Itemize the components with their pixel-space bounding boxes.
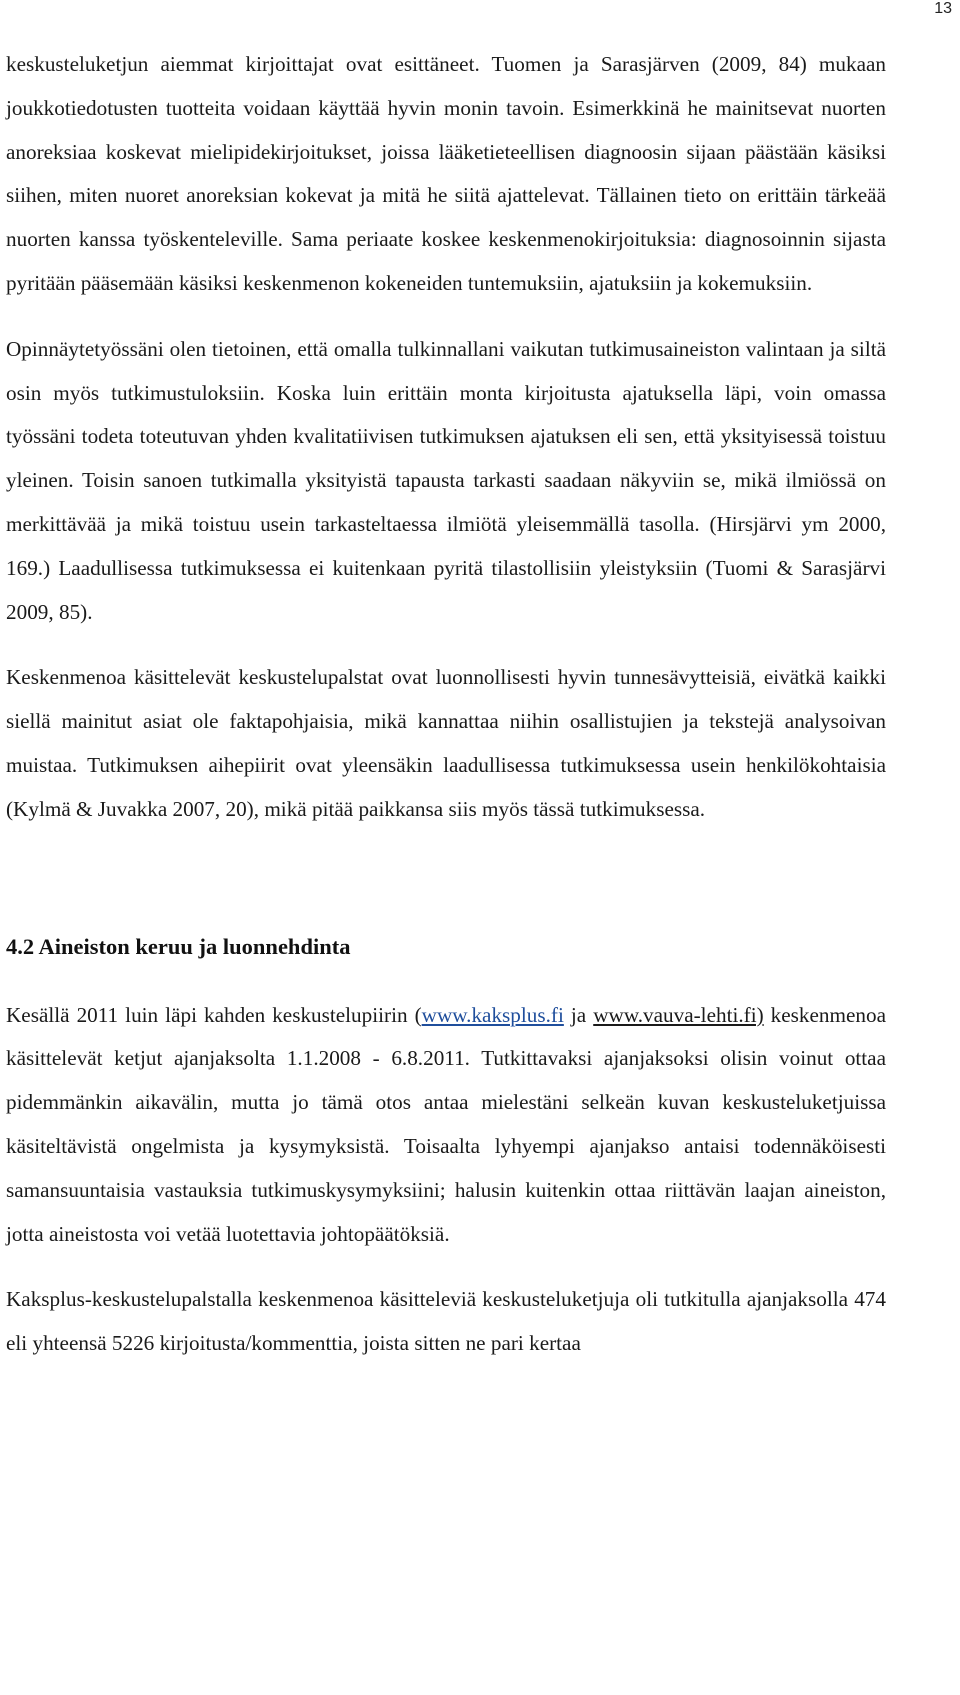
- paragraph-3: Keskenmenoa käsittelevät keskustelupalstat ovat luonnollisesti hyvin tunnesävytteisiä, eivätkä kaikki siellä mainitut asiat ole faktapohjaisia, mikä kannattaa niihin osallistujien ja tekstejä analysoivan muistaa. Tutkimuksen aihepiirit ovat yleensäkin laadullisessa tutkimuksessa usein henkilökohtaisia (Kylmä & Juvakka 2007, 20), mikä pitää paikkansa siis myös tässä tutkimuksessa.: [6, 665, 886, 821]
- page-number: 13: [934, 0, 952, 17]
- body-text: [6, 43, 886, 1366]
- kaksplus-link[interactable]: www.kaksplus.fi: [421, 1002, 564, 1027]
- paragraph-4-conjunction: ja: [563, 1002, 594, 1027]
- paragraph-5: Kaksplus-keskustelupalstalla keskenmenoa käsitteleviä keskusteluketjuja oli tutkitulla ajanjaksolla 474 eli yhteensä 5226 kirjoitusta/kommenttia, joista sitten ne pari kertaa: [6, 1287, 886, 1356]
- paragraph-2: Opinnäytetyössäni olen tietoinen, että omalla tulkinnallani vaikutan tutkimusaineiston valintaan ja siltä osin myös tutkimustuloksiin. Koska luin erittäin monta kirjoitusta ajatuksella läpi, voin omassa työssäni todeta toteutuvan yhden kvalitatiivisen tutkimuksen ajatuksen eli sen, että yksityisessä toistuu yleinen. Toisin sanoen tutkimalla yksityistä tapausta tarkasti saadaan näkyviin se, mikä ilmiössä on merkittävää ja mikä toistuu usein tarkasteltaessa ilmiötä yleisemmällä tasolla. (Hirsjärvi ym 2000, 169.) Laadullisessa tutkimuksessa ei kuitenkaan pyritä tilastollisiin yleistyksiin (Tuomi & Sarasjärvi 2009, 85).: [6, 336, 886, 624]
- paragraph-4-rest: keskenmenoa käsittelevät ketjut ajanjaksolta 1.1.2008 - 6.8.2011. Tutkittavaksi ajanjaksoksi olisin voinut ottaa pidemmänkin aikavälin, mutta jo tämä otos antaa mielestäni selkeän kuvan keskusteluketjuissa käsiteltävistä ongelmista ja kysymyksistä. Toisaalta lyhyempi ajanjakso antaisi todennäköisesti samansuuntaisia vastauksia tutkimuskysymyksiini; halusin kuitenkin ottaa riittävän laajan aineiston, jotta aineistosta voi vetää luotettavia johtopäätöksiä.: [6, 1002, 886, 1246]
- paragraph-4: [6, 994, 886, 1257]
- vauva-lehti-link[interactable]: www.vauva-lehti.fi): [593, 1002, 764, 1027]
- section-heading: 4.2 Aineiston keruu ja luonnehdinta: [6, 933, 351, 959]
- paragraph-1: keskusteluketjun aiemmat kirjoittajat ovat esittäneet. Tuomen ja Sarasjärven (2009, 84) mukaan joukkotiedotusten tuotteita voidaan käyttää hyvin monin tavoin. Esimerkkinä he mainitsevat nuorten anoreksiaa koskevat mielipidekirjoitukset, joissa lääketieteellisen diagnoosin sijaan päästään käsiksi siihen, miten nuoret anoreksian kokevat ja mitä he siitä ajattelevat. Tällainen tieto on erittäin tärkeää nuorten kanssa työskenteleville. Sama periaate koskee keskenmenokirjoituksia: diagnosoinnin sijasta pyritään pääsemään käsiksi keskenmenon kokeneiden tuntemuksiin, ajatuksiin ja kokemuksiin.: [6, 52, 886, 295]
- paragraph-4-start: Kesällä 2011 luin läpi kahden keskustelupiirin (: [6, 1002, 422, 1027]
